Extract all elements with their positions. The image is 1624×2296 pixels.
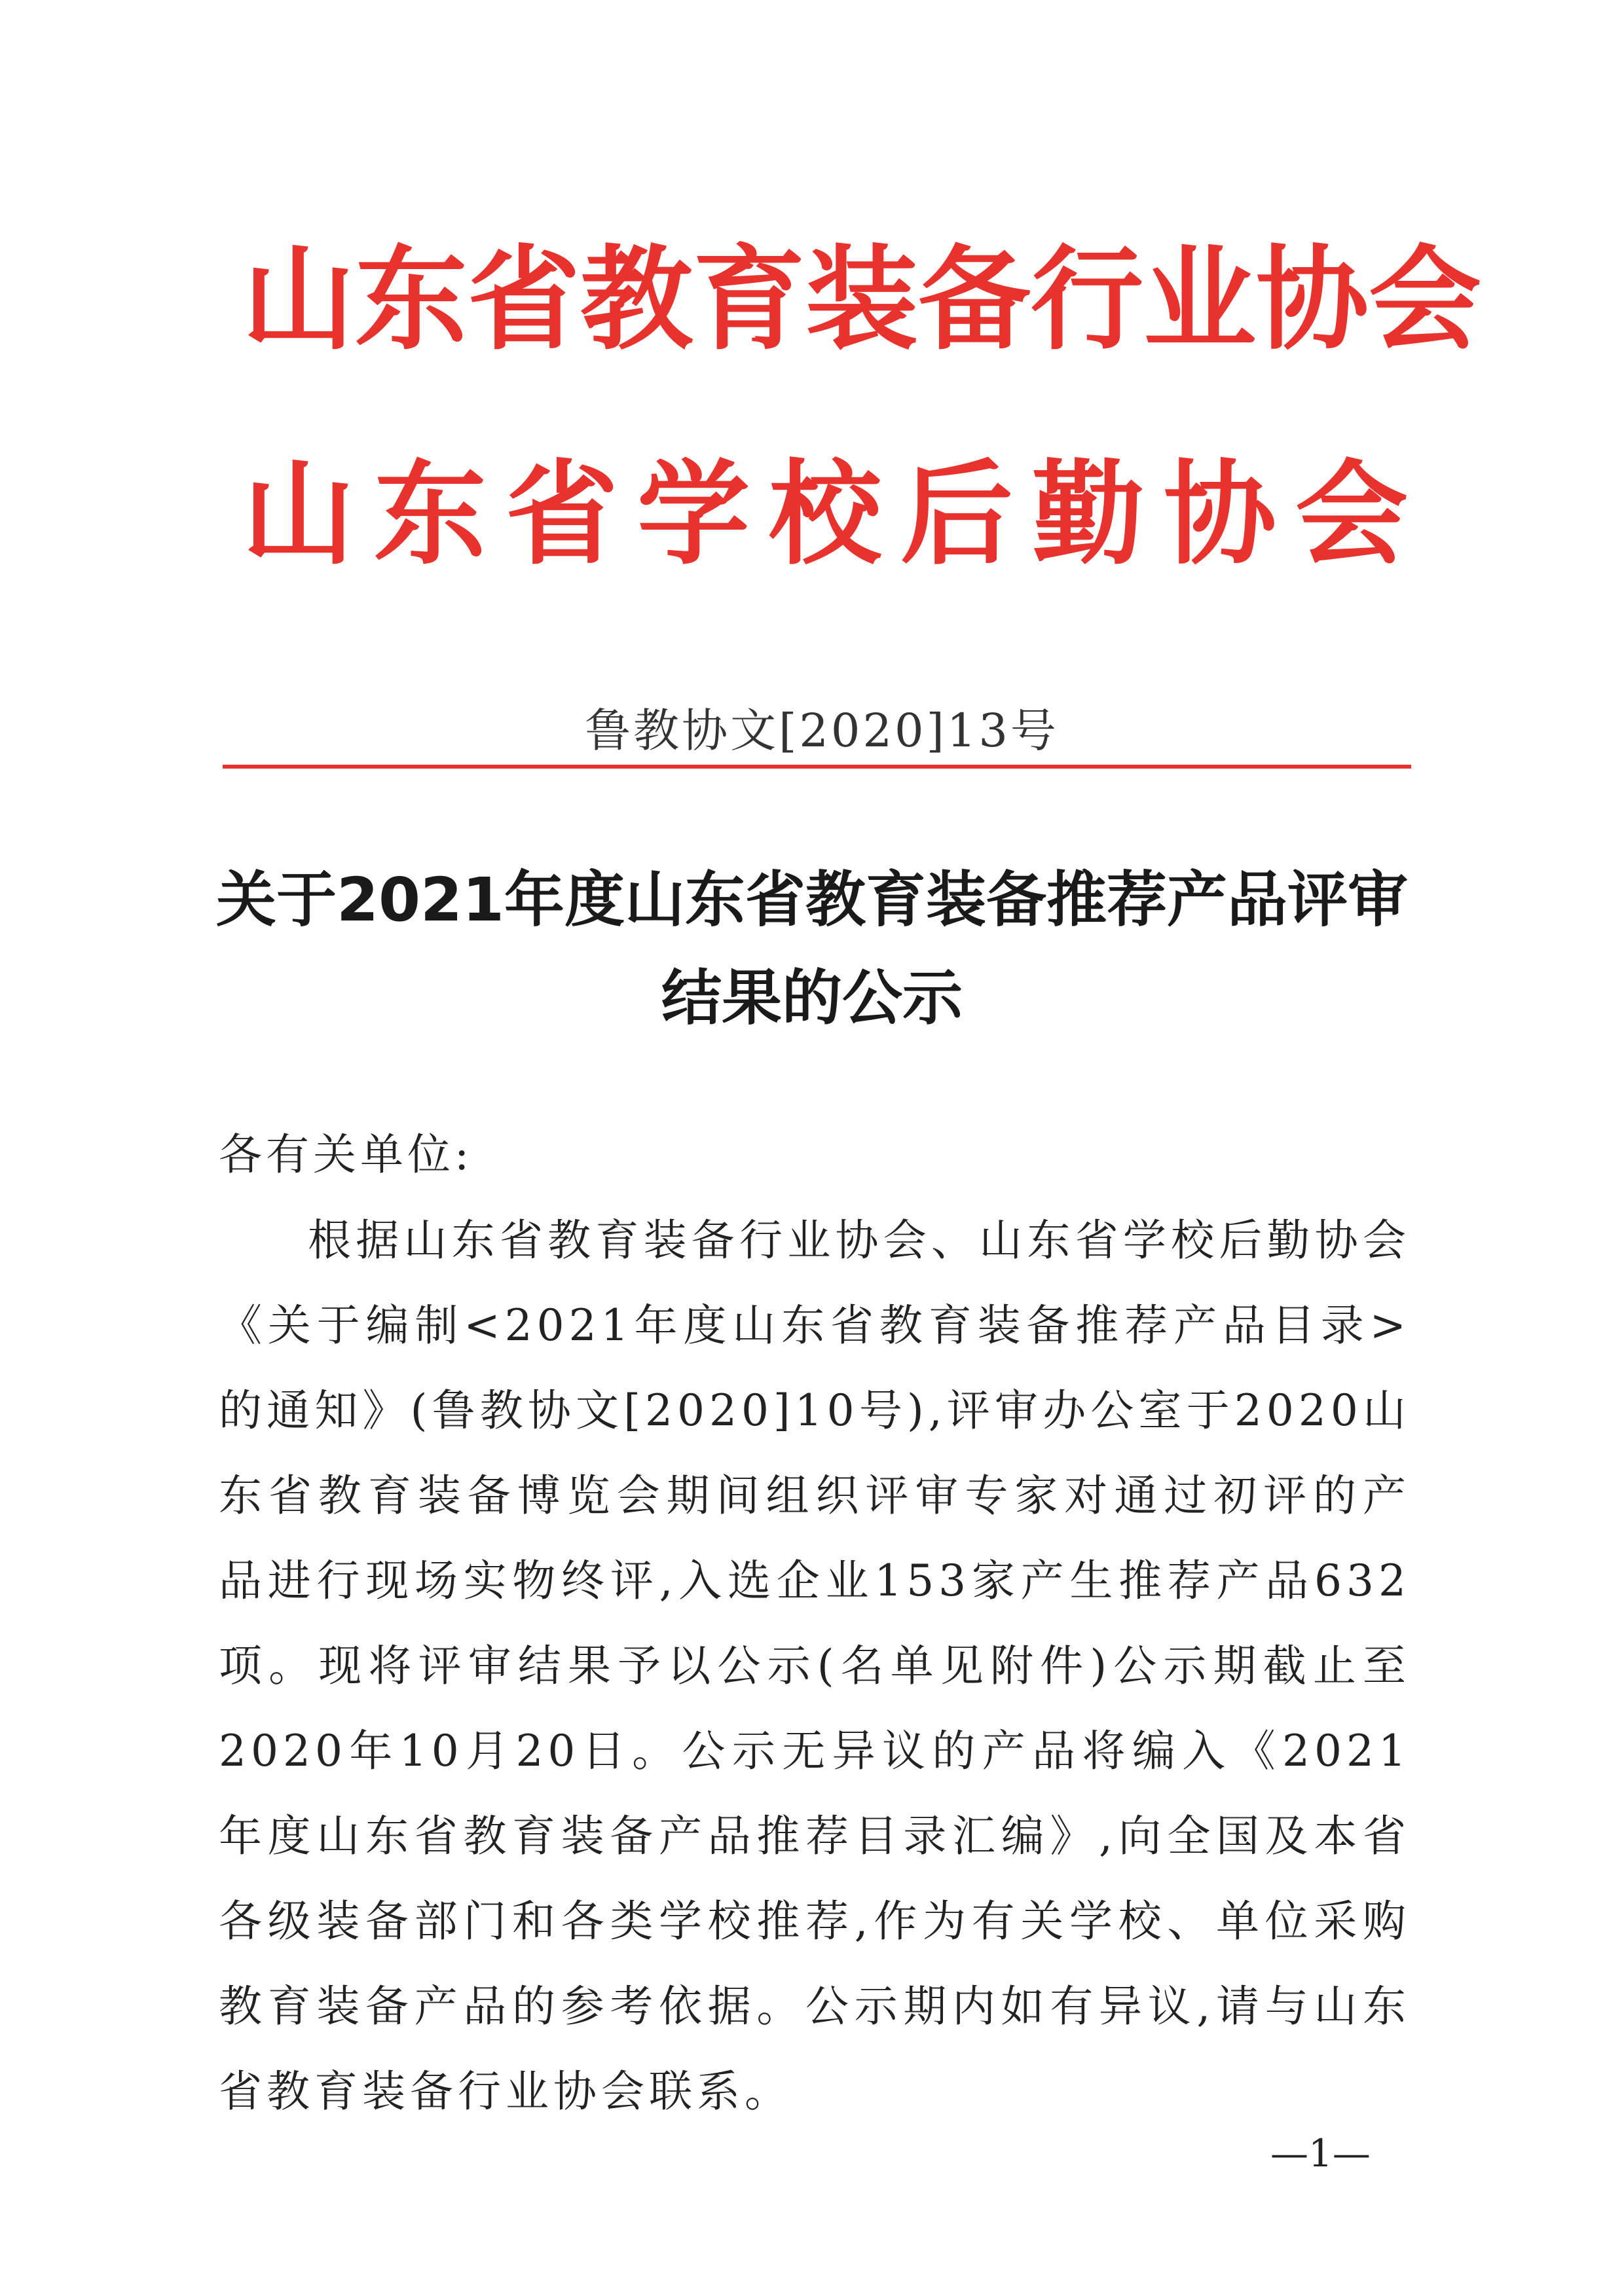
issuer-char: 校	[769, 448, 881, 580]
page-number: —1—	[1270, 2131, 1371, 2176]
issuer-char: 备	[918, 234, 1031, 365]
issuer-char: 育	[693, 234, 805, 365]
issuer-org-2	[242, 448, 1408, 580]
issuer-org-1	[242, 234, 1481, 365]
red-divider-line	[223, 765, 1411, 769]
issuer-char: 学	[637, 448, 750, 580]
issuer-char: 后	[900, 448, 1013, 580]
issuer-char: 教	[580, 234, 693, 365]
document-number: 鲁教协文[2020]13号	[585, 704, 1059, 757]
notice-title: 关于2021年度山东省教育装备推荐产品评审结果的公示	[215, 865, 1409, 1033]
issuer-char: 省	[506, 448, 618, 580]
issuer-char: 行	[1031, 234, 1143, 365]
issuer-char: 东	[355, 234, 468, 365]
issuer-char: 东	[374, 448, 487, 580]
issuer-char: 协	[1164, 448, 1276, 580]
issuer-char: 山	[242, 448, 355, 580]
issuer-char: 省	[468, 234, 580, 365]
issuer-char: 装	[805, 234, 918, 365]
issuer-char: 勤	[1032, 448, 1145, 580]
issuer-char: 协	[1256, 234, 1369, 365]
issuer-char: 会	[1295, 448, 1408, 580]
body-paragraph: 根据山东省教育装备行业协会、山东省学校后勤协会《关于编制<2021年度山东省教育装备推荐产品目录>的通知》(鲁教协文[2020]10号),评审办公室于2020山东省教育装备博览会期间组织评审专家对通过初评的产品进行现场实物终评,入选企业153家产生推荐产品632项。现将评审结果予以公示(名单见附件)公示期截止至2020年10月20日。公示无异议的产品将编入《2021年度山东省教育装备产品推荐目录汇编》,向全国及本省各级装备部门和各类学校推荐,作为有关学校、单位采购教育装备产品的参考依据。公示期内如有异议,请与山东省教育装备行业协会联系。	[219, 1215, 1411, 2117]
issuer-char: 业	[1143, 234, 1256, 365]
issuer-char: 山	[242, 234, 355, 365]
issuer-char: 会	[1369, 234, 1481, 365]
salutation: 各有关单位:	[219, 1129, 473, 1180]
